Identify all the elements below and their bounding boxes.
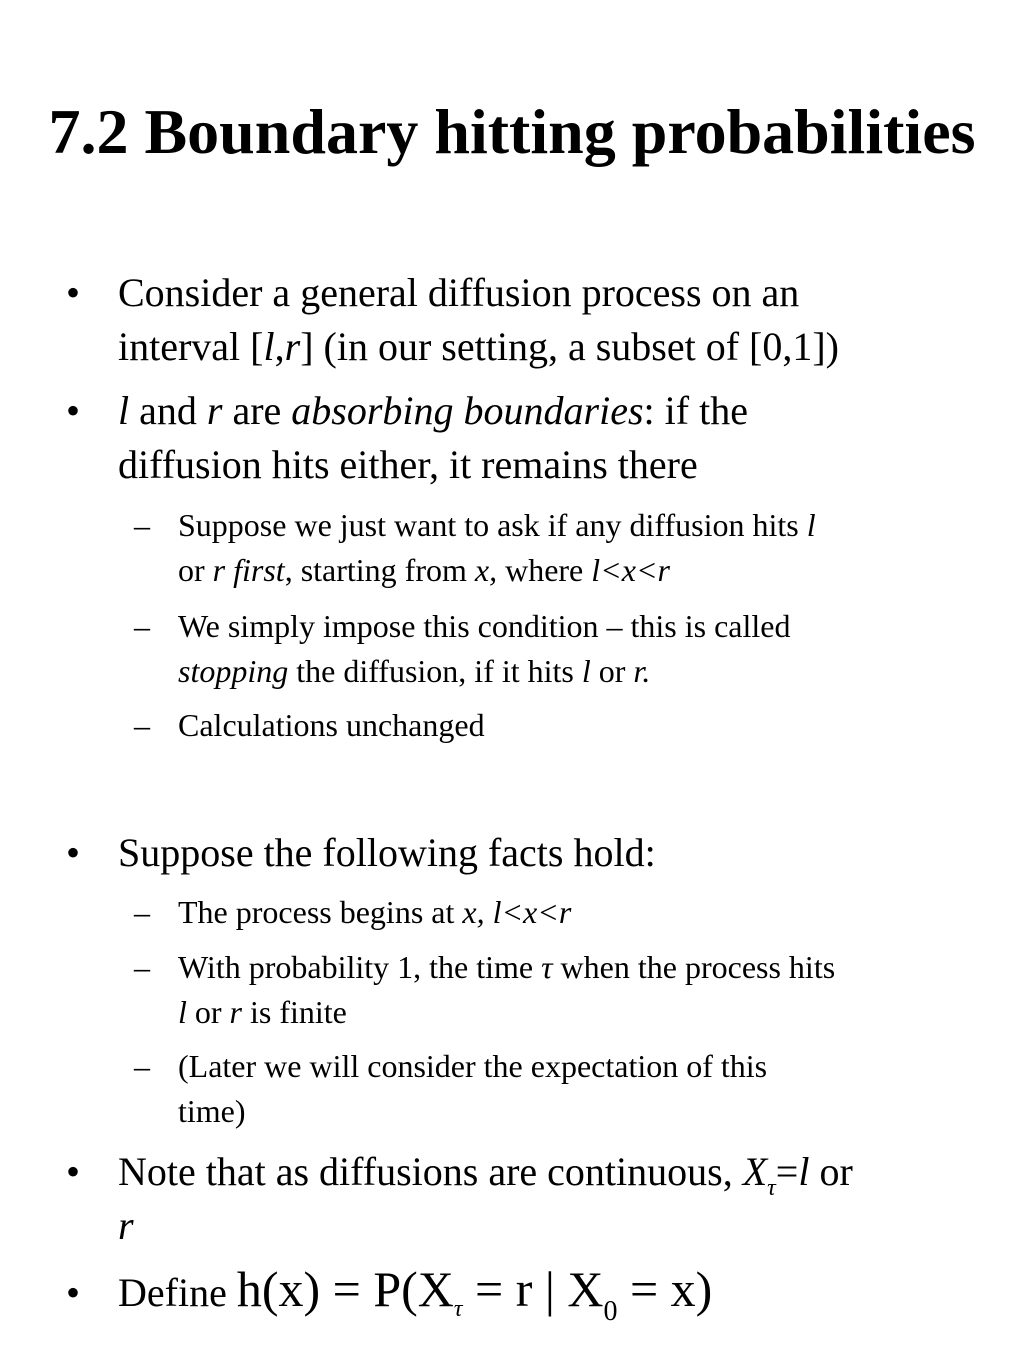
subbullet-time-finite: – With probability 1, the time τ when the process hits l or r is finite (178, 945, 978, 1035)
bullet-text-line1: l and r are absorbing boundaries: if the (118, 388, 748, 433)
dash-mark: – (134, 949, 150, 985)
bullet-facts: • Suppose the following facts hold: (118, 826, 978, 880)
bullet-mark: • (66, 388, 81, 433)
bullet-mark: • (66, 830, 81, 875)
subbullet-hits-first: – Suppose we just want to ask if any diffusion hits l or r first, starting from x, where l<x<r (178, 503, 978, 593)
bullet-text-line2: interval [l,r] (in our setting, a subset of [0,1]) (118, 324, 839, 369)
bullet-continuous: • Note that as diffusions are continuous, $X_\tau=l$ or r (118, 1145, 978, 1253)
formula-h: $h(x) = P(X_\tau = r$ | $X_0 = x$) (236, 1261, 713, 1327)
dash-mark: – (134, 707, 150, 743)
bullet-text-line1: Consider a general diffusion process on an (118, 270, 800, 315)
dash-mark: – (134, 894, 150, 930)
subbullet-calculations: – Calculations unchanged (178, 703, 978, 748)
dash-mark: – (134, 1048, 150, 1084)
subbullet-later-expectation: – (Later we will consider the expectation of this time) (178, 1044, 978, 1134)
bullet-mark: • (66, 270, 81, 315)
subbullet-process-begins: – The process begins at x, l<x<r (178, 890, 978, 935)
bullet-define-h: • Define $h(x) = P(X_\tau = r$ | $X_0 = x$) (66, 1261, 713, 1327)
subbullet-stopping: – We simply impose this condition – this is called stopping the diffusion, if it hits l or r. (178, 604, 978, 694)
dash-mark: – (134, 608, 150, 644)
bullet-diffusion-interval (66, 266, 978, 374)
bullet-absorbing-boundaries (66, 384, 978, 492)
bullet-mark: • (66, 1149, 81, 1194)
slide-title: 7.2 Boundary hitting probabilities (48, 96, 976, 167)
dash-mark: – (134, 507, 150, 543)
bullet-mark: • (66, 1270, 81, 1315)
bullet-text-line2: diffusion hits either, it remains there (118, 442, 698, 487)
